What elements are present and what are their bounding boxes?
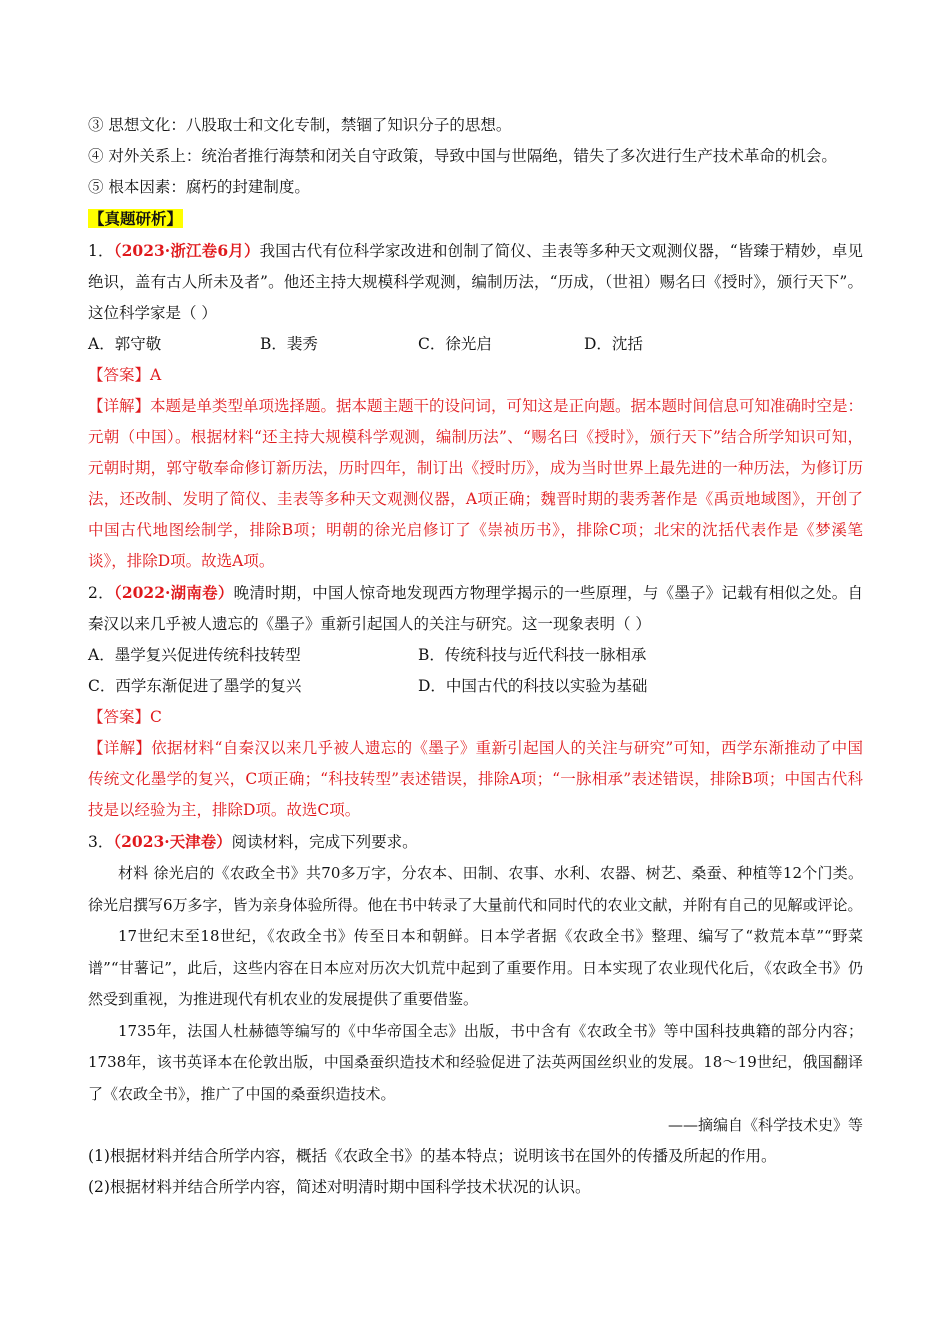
question-1-answer: 【答案】A [88, 366, 162, 384]
question-1-options [88, 329, 863, 360]
question-2-stem [88, 577, 863, 640]
question-text: 我国古代有位科学家改进和创制了简仪、圭表等多种天文观测仪器，“皆臻于精妙，卓见绝识，盖有古人所未及者”。他还主持大规模科学观测，编制历法，“历成，（世祖）赐名曰《授时》，颁行天下”。这位科学家是（ ） [88, 242, 863, 322]
sub-question-1: (1)根据材料并结合所学内容，概括《农政全书》的基本特点；说明该书在国外的传播及所起的作用。 [88, 1147, 777, 1165]
material-paragraph-1: 材料 徐光启的《农政全书》共70多万字，分农本、田制、农事、水利、农器、树艺、桑蚕、种植等12个门类。徐光启撰写6万多字，皆为亲身体验所得。他在书中转录了大量前代和同时代的农业文献，并附有自己的见解或评论。 [88, 864, 863, 914]
sub-question-2: (2)根据材料并结合所学内容，简述对明清时期中国科学技术状况的认识。 [88, 1178, 591, 1196]
option-a: A．墨学复兴促进传统科技转型 [88, 646, 301, 664]
option-c: C．徐光启 [418, 335, 492, 353]
material-paragraph-3: 1735年，法国人杜赫德等编写的《中华帝国全志》出版，书中含有《农政全书》等中国科技典籍的部分内容；1738年，该书英译本在伦敦出版，中国桑蚕织造技术和经验促进了法英两国丝织业的发展。18～19世纪，俄国翻译了《农政全书》，推广了中国的桑蚕织造技术。 [88, 1021, 863, 1103]
document-page [88, 110, 863, 1203]
question-1-explanation: 【详解】本题是单类型单项选择题。据本题主题干的设问词，可知这是正向题。据本题时间信息可知准确时空是：元朝（中国）。根据材料“还主持大规模科学观测，编制历法”、“赐名曰《授时》，颁行天下”结合所学知识可知，元朝时期，郭守敬奉命修订新历法，历时四年，制订出《授时历》，成为当时世界上最先进的一种历法，为修订历法，还改制、发明了简仪、圭表等多种天文观测仪器，A项正确；魏晋时期的裴秀著作是《禹贡地域图》，开创了中国古代地图绘制学，排除B项；明朝的徐光启修订了《崇祯历书》，排除C项；北宋的沈括代表作是《梦溪笔谈》，排除D项。故选A项。 [88, 397, 864, 570]
exam-source-tag: （2022·湖南卷） [113, 583, 234, 602]
exam-source-tag: （2023·天津卷） [113, 832, 232, 851]
option-a: A．郭守敬 [88, 335, 162, 353]
question-2-explanation: 【详解】依据材料“自秦汉以来几乎被人遗忘的《墨子》重新引起国人的关注与研究”可知，西学东渐推动了中国传统文化墨学的复兴，C项正确；“科技转型”表述错误，排除A项；“一脉相承”表述错误，排除B项；中国古代科技是以经验为主，排除D项。故选C项。 [88, 739, 863, 819]
question-2-options-row-2 [88, 671, 863, 702]
paragraph-root-cause: ⑤ 根本因素：腐朽的封建制度。 [88, 178, 310, 196]
option-d: D．中国古代的科技以实验为基础 [418, 677, 648, 695]
option-d: D．沈括 [584, 335, 643, 353]
option-b: B．裴秀 [260, 335, 318, 353]
question-text: 晚清时期，中国人惊奇地发现西方物理学揭示的一些原理，与《墨子》记载有相似之处。自秦汉以来几乎被人遗忘的《墨子》重新引起国人的关注与研究。这一现象表明（ ） [88, 584, 863, 633]
paragraph-ideology: ③ 思想文化：八股取士和文化专制，禁锢了知识分子的思想。 [88, 116, 512, 134]
question-text: 阅读材料，完成下列要求。 [231, 833, 418, 851]
exam-source-tag: （2023·浙江卷6月） [113, 241, 260, 260]
material-paragraph-2: 17世纪末至18世纪，《农政全书》传至日本和朝鲜。日本学者据《农政全书》整理、编写了“救荒本草”“野菜谱”“甘薯记”，此后，这些内容在日本应对历次大饥荒中起到了重要作用。日本实现了农业现代化后，《农政全书》仍然受到重视，为推进现代有机农业的发展提供了重要借鉴。 [88, 927, 863, 1008]
question-number: 1． [88, 242, 114, 260]
option-b: B．传统科技与近代科技一脉相承 [418, 646, 647, 664]
question-2-options-row-1 [88, 640, 863, 671]
option-c: C．西学东渐促进了墨学的复兴 [88, 677, 302, 695]
question-2-answer: 【答案】C [88, 708, 162, 726]
question-number: 3． [88, 833, 114, 851]
section-label: 【真题研析】 [89, 209, 183, 228]
question-3-stem [88, 826, 863, 858]
question-number: 2． [88, 584, 114, 602]
material-source: ——摘编自《科学技术史》等 [667, 1116, 863, 1134]
paragraph-foreign-relations: ④ 对外关系上：统治者推行海禁和闭关自守政策，导致中国与世隔绝，错失了多次进行生产技术革命的机会。 [88, 147, 837, 165]
section-heading [88, 203, 863, 235]
question-1-stem [88, 235, 863, 329]
